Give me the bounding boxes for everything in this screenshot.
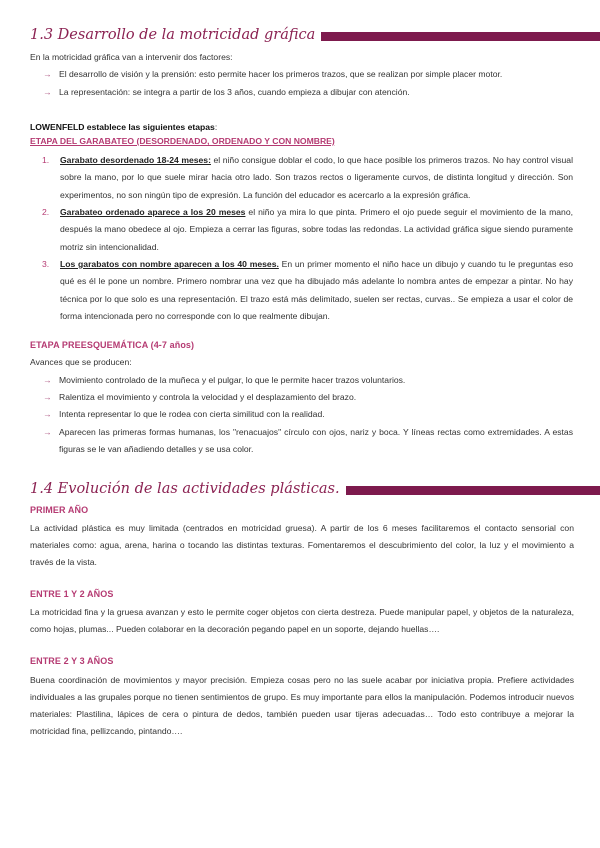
arrow-icon: → — [43, 375, 52, 385]
arrow-icon: → — [43, 427, 52, 437]
block-heading: ENTRE 2 Y 3 AÑOS — [30, 656, 114, 666]
arrow-icon: → — [43, 409, 52, 419]
section-1-3-title: 1.3 Desarrollo de la motricidad gráfica — [30, 27, 316, 43]
block-heading: ENTRE 1 Y 2 AÑOS — [30, 589, 114, 599]
arrow-icon: → — [43, 69, 52, 79]
etapa-garabateo-title: ETAPA DEL GARABATEO (DESORDENADO, ORDENADO Y CON NOMBRE) — [30, 136, 335, 146]
item-lead: Los garabatos con nombre aparecen a los 40 meses. — [60, 259, 279, 269]
etapa-pre-heading: ETAPA PREESQUEMÁTICA (4-7 años) — [30, 340, 195, 350]
item-lead: Garabato desordenado 18-24 meses: — [60, 155, 211, 165]
arrow-icon: → — [43, 87, 52, 97]
pre-item-text: Movimiento controlado de la muñeca y el pulgar, lo que le permite hacer trazos voluntarios. — [59, 375, 406, 385]
garabateo-item — [42, 256, 573, 326]
lowenfeld-bold: LOWENFELD establece las siguientes etapas — [30, 122, 215, 132]
lowenfeld-colon: : — [214, 122, 218, 132]
pre-item-text: Aparecen las primeras formas humanas, los "renacuajos" círculo con ojos, nariz y boca. Y líneas rectas como extremidades. A estas figuras se le van añadiendo detalles y se usa color. — [59, 427, 573, 454]
garabateo-item — [42, 204, 573, 256]
section-1-3-header — [30, 24, 600, 46]
intro-text: En la motricidad gráfica van a intervenir dos factores: — [30, 52, 233, 62]
pre-item — [43, 406, 573, 423]
block-text: La motricidad fina y la gruesa avanzan y esto le permite coger objetos con cierta destreza. Puede manipular papel, y objetos de la naturaleza, como hojas, plumas... Pueden colaborar en la decoración pegando papel en un soporte, dejando huellas…. — [30, 607, 574, 634]
section-1-4-bar — [346, 486, 600, 495]
pre-intro: Avances que se producen: — [30, 357, 132, 367]
factor-item — [43, 84, 573, 101]
arrow-icon: → — [43, 392, 52, 402]
item-text: el niño consigue doblar el codo, lo que hace posible los primeros trazos. No hay control visual sobre la mano, por lo que suele mirar hacia otro lado. Son trazos rectos o ligeramente curvos, de distinta longitud y dirección. Son experimentos, no son ningún tipo de expresión. La función del educador es acercarlo a la expresión gráfica. — [60, 155, 573, 200]
section-1-3-bar — [321, 32, 600, 41]
item-number: 1. — [42, 155, 50, 165]
etapa-garabateo-heading — [30, 133, 574, 150]
pre-item — [43, 389, 573, 406]
block-text: Buena coordinación de movimientos y mayor precisión. Empieza cosas pero no las suele acabar por iniciativa propia. Prefiere actividades individuales a las grupales porque no tienen sentimientos de grupo. Es muy importante para ellos la manipulación. Podemos introducir nuevos materiales: Plastilina, lápices de cera o pintura de dedos, también pueden usar tijeras adecuadas… Todo esto contribuye a mejorar la motricidad fina, pellizcando, pintando…. — [30, 675, 574, 736]
item-lead: Garabateo ordenado aparece a los 20 meses — [60, 207, 246, 217]
item-number: 3. — [42, 259, 50, 269]
pre-item-text: Intenta representar lo que le rodea con cierta similitud con la realidad. — [59, 409, 325, 419]
garabateo-item — [42, 152, 573, 204]
factor-text: La representación: se integra a partir de los 3 años, cuando empieza a dibujar con atención. — [59, 87, 410, 97]
block-heading: PRIMER AÑO — [30, 505, 89, 515]
pre-item — [43, 424, 573, 458]
factor-item — [43, 66, 573, 83]
item-number: 2. — [42, 207, 50, 217]
block-text: La actividad plástica es muy limitada (centrados en motricidad gruesa). A partir de los 6 meses facilitaremos el contacto sensorial con materiales como: agua, arena, harina o tocando las distintas texturas. Fomentaremos el descubrimiento del color, la luz y el movimiento a través de la vista. — [30, 523, 574, 567]
pre-item — [43, 372, 573, 389]
factor-text: El desarrollo de visión y la prensión: esto permite hacer los primeros trazos, que se realizan por simple placer motor. — [59, 69, 503, 79]
item-text: el niño ya mira lo que pinta. Primero el ojo puede seguir el movimiento de la mano, después la mano obedece al ojo. Empieza a cerrar las figuras, sobre todas las redondas. La actividad gráfica sigue siendo puramente motriz sin intencionalidad. — [60, 207, 573, 252]
pre-item-text: Ralentiza el movimiento y controla la velocidad y el desplazamiento del brazo. — [59, 392, 357, 402]
section-1-4-header — [30, 478, 600, 500]
item-text: En un primer momento el niño hace un dibujo y cuando tu le preguntas eso qué es él le pone un nombre. Primero nombrar una vez que ha dibujado más adelante lo nombra antes de empezar a pintar. No hay técnica por lo que solo es una representación. El trazo está más delimitado, suelen ser rectas, curvas.. Se empieza a usar el color de forma intencionada pero no corresponde con lo que realmente dibujan. — [60, 259, 573, 322]
section-1-4-title: 1.4 Evolución de las actividades plásticas. — [30, 481, 340, 497]
